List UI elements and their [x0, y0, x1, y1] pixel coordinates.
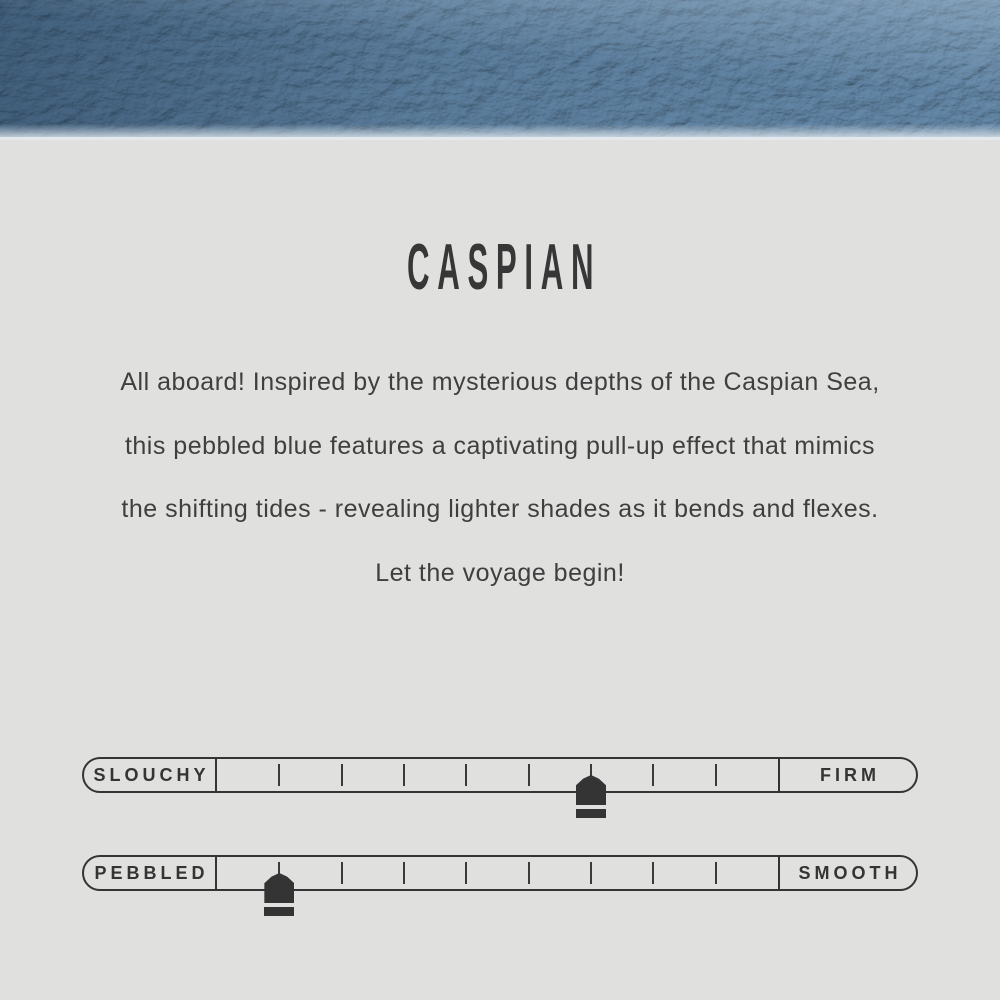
slider-scale-track [217, 857, 778, 889]
tick-mark [528, 764, 530, 786]
tick-mark [465, 862, 467, 884]
marker-pointer-icon [264, 873, 294, 903]
slider-left-label [84, 857, 217, 889]
tick-mark [715, 862, 717, 884]
slider-left-label-text: SLOUCHY [93, 764, 210, 785]
marker-pointer-icon [576, 775, 606, 805]
slider-right-label [778, 759, 916, 791]
product-title [0, 230, 1000, 303]
description-line: this pebbled blue features a captivating pull-up effect that mimics [124, 431, 876, 460]
tick-mark [341, 862, 343, 884]
slider-scale-track [217, 759, 778, 791]
description-line: Let the voyage begin! [375, 558, 625, 587]
tick-mark [403, 764, 405, 786]
slider-marker [264, 873, 294, 916]
marker-base-icon [576, 809, 606, 818]
product-title-text: CASPIAN [406, 230, 601, 303]
slider-right-label-text: SMOOTH [798, 862, 902, 883]
slider-pebbled-smooth [82, 855, 918, 891]
tick-mark [278, 764, 280, 786]
leather-swatch-image [0, 0, 1000, 140]
product-description [0, 351, 1000, 605]
slider-left-label-text: PEBBLED [94, 862, 209, 883]
slider-slouchy-firm [82, 757, 918, 793]
description-line: All aboard! Inspired by the mysterious depths of the Caspian Sea, [120, 368, 880, 396]
slider-right-label [778, 857, 916, 889]
tick-mark [715, 764, 717, 786]
tick-mark [590, 862, 592, 884]
slider-marker [576, 775, 606, 818]
tick-mark [528, 862, 530, 884]
tick-mark [652, 764, 654, 786]
tick-mark [341, 764, 343, 786]
marker-base-icon [264, 907, 294, 916]
tick-mark [403, 862, 405, 884]
slider-right-label-text: FIRM [820, 764, 880, 785]
slider-left-label [84, 759, 217, 791]
tick-mark [465, 764, 467, 786]
description-line: the shifting tides - revealing lighter shades as it bends and flexes. [121, 495, 879, 523]
tick-mark [652, 862, 654, 884]
